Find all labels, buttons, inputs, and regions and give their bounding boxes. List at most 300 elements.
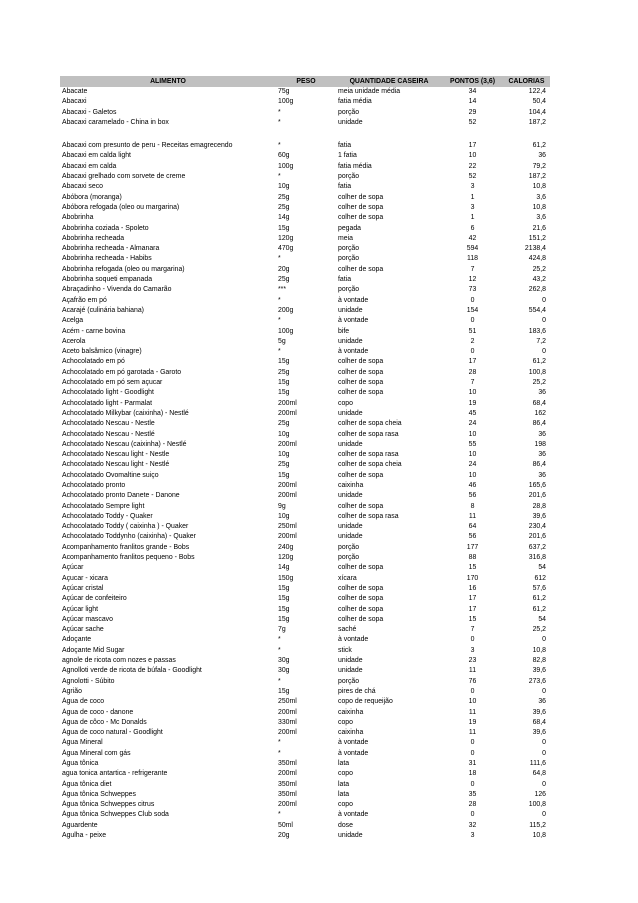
cell-peso: * xyxy=(278,646,281,654)
cell-alimento: Água Mineral com gás xyxy=(62,749,131,757)
cell-alimento: Agnolloti verde de ricota de búfala - Goodlight xyxy=(62,667,202,675)
cell-peso: 330ml xyxy=(278,718,297,726)
table-row xyxy=(60,141,550,151)
cell-peso: 200ml xyxy=(278,481,297,489)
cell-quantidade: à vontade xyxy=(338,636,369,644)
cell-alimento: Acarajé (culinária bahiana) xyxy=(62,306,144,314)
cell-alimento: Abóbora refogada (oleo ou margarina) xyxy=(62,203,180,211)
cell-peso: 350ml xyxy=(278,790,297,798)
cell-alimento: Abobrinha recheada xyxy=(62,234,125,242)
cell-alimento: Achocolatado Nescau light - Nestlé xyxy=(62,461,170,469)
cell-calorias: 0 xyxy=(542,780,546,788)
cell-calorias: 424,8 xyxy=(528,255,546,263)
cell-peso: 200ml xyxy=(278,440,297,448)
table-row xyxy=(60,368,550,378)
table-row xyxy=(60,327,550,337)
cell-calorias: 122,4 xyxy=(528,88,546,95)
cell-quantidade: à vontade xyxy=(338,348,369,356)
cell-peso: 200ml xyxy=(278,409,297,417)
cell-pontos: 34 xyxy=(468,88,477,95)
cell-pontos: 0 xyxy=(470,811,475,819)
table-row xyxy=(60,780,550,790)
header-row xyxy=(60,76,550,87)
cell-pontos: 1 xyxy=(470,214,475,222)
cell-quantidade: porção xyxy=(338,173,360,181)
cell-alimento: Achocolatado em pó sem açucar xyxy=(62,379,163,387)
cell-quantidade: porção xyxy=(338,245,360,253)
cell-calorias: 273,6 xyxy=(528,677,546,685)
cell-quantidade: fatia média xyxy=(338,162,372,170)
cell-pontos: 7 xyxy=(470,626,475,634)
cell-pontos: 3 xyxy=(470,832,475,840)
cell-pontos: 73 xyxy=(468,286,477,294)
cell-alimento: Água tônica xyxy=(62,760,99,767)
cell-pontos: 35 xyxy=(468,790,477,798)
cell-quantidade: porção xyxy=(338,543,360,551)
cell-quantidade: lata xyxy=(338,790,350,798)
cell-quantidade: xícara xyxy=(338,574,357,582)
cell-quantidade: colher de sopa xyxy=(338,389,384,397)
table-row xyxy=(60,635,550,645)
cell-quantidade: fatia xyxy=(338,183,352,191)
cell-calorias: 0 xyxy=(542,739,546,747)
table-row xyxy=(60,522,550,532)
table-row xyxy=(60,646,550,656)
cell-peso: 15g xyxy=(278,595,290,603)
cell-pontos: 0 xyxy=(470,749,475,757)
table-row xyxy=(60,605,550,615)
cell-alimento: Açucar - xicara xyxy=(62,574,108,582)
table-row xyxy=(60,244,550,254)
cell-quantidade: copo xyxy=(338,801,353,809)
cell-quantidade: caixinha xyxy=(338,708,364,716)
cell-calorias: 165,6 xyxy=(528,481,546,489)
cell-alimento: Achocolatado Toddynho (caixinha) - Quaker xyxy=(62,533,196,541)
cell-alimento: Água tônica Schweppes Club soda xyxy=(62,811,169,819)
cell-calorias: 86,4 xyxy=(532,461,546,469)
cell-calorias: 262,8 xyxy=(528,286,546,294)
cell-pontos: 1 xyxy=(470,193,475,201)
table-row xyxy=(60,151,550,161)
cell-quantidade: porção xyxy=(338,554,360,562)
cell-peso: 350ml xyxy=(278,760,297,767)
cell-calorias: 126 xyxy=(534,790,546,798)
cell-pontos: 16 xyxy=(468,584,477,592)
cell-quantidade: porção xyxy=(338,677,360,685)
cell-alimento: Abacaxi em calda xyxy=(62,162,117,170)
cell-alimento: Açúcar xyxy=(62,564,84,572)
cell-peso: 250ml xyxy=(278,523,297,531)
cell-peso: 15g xyxy=(278,584,290,592)
cell-alimento: agua tonica antartica - refrigerante xyxy=(62,770,168,778)
cell-quantidade: unidade xyxy=(338,667,363,675)
cell-alimento: Achocolatado Toddy - Quaker xyxy=(62,512,153,520)
cell-quantidade: colher de sopa xyxy=(338,584,384,592)
cell-peso: * xyxy=(278,636,281,644)
cell-alimento: Abacaxi com presunto de peru - Receitas emagrecendo xyxy=(62,142,233,150)
cell-pontos: 10 xyxy=(468,451,477,459)
cell-calorias: 28,8 xyxy=(532,502,546,510)
cell-quantidade: à vontade xyxy=(338,296,369,304)
cell-calorias: 554,4 xyxy=(528,306,546,314)
cell-alimento: Aceto balsâmico (vinagre) xyxy=(62,348,142,356)
cell-pontos: 0 xyxy=(470,739,475,747)
cell-quantidade: saché xyxy=(338,626,357,634)
cell-quantidade: colher de sopa rasa xyxy=(338,512,399,520)
cell-alimento: Abacaxi seco xyxy=(62,183,103,191)
cell-peso: * xyxy=(278,118,281,126)
cell-calorias: 57,6 xyxy=(532,584,546,592)
table-row xyxy=(60,718,550,728)
cell-pontos: 19 xyxy=(468,399,477,407)
cell-peso: 15g xyxy=(278,687,290,695)
cell-quantidade: colher de sopa xyxy=(338,265,384,273)
cell-pontos: 0 xyxy=(470,296,475,304)
table-row xyxy=(60,687,550,697)
cell-calorias: 39,6 xyxy=(532,729,546,737)
table-row xyxy=(60,347,550,357)
cell-peso: 20g xyxy=(278,265,290,273)
cell-peso: 25g xyxy=(278,420,290,428)
table-row xyxy=(60,584,550,594)
table-row xyxy=(60,656,550,666)
table-row xyxy=(60,532,550,542)
cell-calorias: 68,4 xyxy=(532,718,546,726)
cell-peso: 200ml xyxy=(278,801,297,809)
table-row xyxy=(60,357,550,367)
cell-calorias: 64,8 xyxy=(532,770,546,778)
cell-alimento: Aguardente xyxy=(62,821,98,829)
cell-peso: * xyxy=(278,749,281,757)
header-quantidade: QUANTIDADE CASEIRA xyxy=(336,76,442,87)
cell-calorias: 201,6 xyxy=(528,492,546,500)
cell-alimento: Achocolatado light - Parmalat xyxy=(62,399,153,407)
cell-pontos: 594 xyxy=(466,245,479,253)
table-row xyxy=(60,203,550,213)
cell-calorias: 100,8 xyxy=(528,368,546,376)
cell-quantidade xyxy=(336,128,442,141)
cell-calorias: 61,2 xyxy=(532,358,546,366)
cell-calorias: 0 xyxy=(542,811,546,819)
cell-quantidade: pegada xyxy=(338,224,361,232)
cell-peso: 100g xyxy=(278,327,294,335)
cell-alimento: Achocolatado em pó xyxy=(62,358,125,366)
cell-alimento: Abacaxi - Galetos xyxy=(62,108,117,116)
cell-calorias: 187,2 xyxy=(528,118,546,126)
table-row xyxy=(60,97,550,107)
cell-quantidade: copo xyxy=(338,399,353,407)
table-row xyxy=(60,378,550,388)
cell-alimento: Achocolatado Nescau (caixinha) - Nestlé xyxy=(62,440,187,448)
cell-peso: 150g xyxy=(278,574,294,582)
cell-alimento: Achocolatado Milkybar (caixinha) - Nestlé xyxy=(62,409,189,417)
cell-peso: 30g xyxy=(278,657,290,665)
cell-calorias: 115,2 xyxy=(529,821,546,829)
cell-quantidade: unidade xyxy=(338,409,363,417)
cell-quantidade: colher de sopa xyxy=(338,502,384,510)
table-row xyxy=(60,440,550,450)
cell-quantidade: colher de sopa xyxy=(338,471,384,479)
cell-calorias: 39,6 xyxy=(532,667,546,675)
cell-quantidade: colher de sopa xyxy=(338,615,384,623)
cell-quantidade: unidade xyxy=(338,533,363,541)
cell-peso: 10g xyxy=(278,183,290,191)
cell-alimento: Achocolatado Ovomaltine suiço xyxy=(62,471,159,479)
cell-peso: 250ml xyxy=(278,698,297,706)
cell-pontos: 0 xyxy=(470,317,475,325)
cell-calorias: 61,2 xyxy=(532,142,546,150)
cell-pontos: 55 xyxy=(468,440,477,448)
cell-calorias: 151,2 xyxy=(528,234,546,242)
table-row xyxy=(60,254,550,264)
cell-quantidade: copo xyxy=(338,718,353,726)
cell-pontos: 51 xyxy=(468,327,477,335)
cell-calorias: 39,6 xyxy=(532,708,546,716)
cell-calorias: 61,2 xyxy=(532,605,546,613)
cell-pontos: 56 xyxy=(468,533,477,541)
cell-quantidade: unidade xyxy=(338,306,363,314)
cell-quantidade: stick xyxy=(338,646,352,654)
cell-pontos: 2 xyxy=(470,337,475,345)
cell-peso: 200ml xyxy=(278,770,297,778)
table-row xyxy=(60,87,550,97)
cell-quantidade: fatia média xyxy=(338,98,372,106)
cell-alimento: Acompanhamento franlitos grande - Bobs xyxy=(62,543,190,551)
cell-alimento: Adoçante xyxy=(62,636,92,644)
cell-quantidade: colher de sopa cheia xyxy=(338,420,402,428)
cell-pontos: 17 xyxy=(468,595,477,603)
cell-calorias: 111,6 xyxy=(529,760,546,767)
table-row xyxy=(60,800,550,810)
cell-alimento xyxy=(60,128,276,141)
cell-calorias: 10,8 xyxy=(532,183,546,191)
cell-pontos: 10 xyxy=(468,152,477,160)
cell-calorias: 54 xyxy=(538,615,546,623)
cell-alimento: Achocolatado pronto xyxy=(62,481,126,489)
cell-peso xyxy=(276,128,336,141)
cell-alimento: Achocolatado pronto Danete - Danone xyxy=(62,492,180,500)
table-row xyxy=(60,275,550,285)
table-row xyxy=(60,574,550,584)
cell-peso: 15g xyxy=(278,605,290,613)
table-row xyxy=(60,316,550,326)
cell-quantidade: lata xyxy=(338,760,350,767)
cell-peso: 25g xyxy=(278,461,290,469)
cell-quantidade: à vontade xyxy=(338,811,369,819)
cell-pontos: 45 xyxy=(468,409,477,417)
cell-quantidade: unidade xyxy=(338,832,363,840)
cell-quantidade: unidade xyxy=(338,492,363,500)
cell-peso: 200ml xyxy=(278,492,297,500)
cell-alimento: Água de coco natural - Goodlight xyxy=(62,729,163,737)
cell-calorias: 637,2 xyxy=(528,543,546,551)
cell-alimento: Abacate xyxy=(62,88,88,95)
cell-calorias: 68,4 xyxy=(532,399,546,407)
header-alimento: ALIMENTO xyxy=(60,76,276,87)
cell-pontos: 0 xyxy=(470,636,475,644)
cell-peso: 200g xyxy=(278,306,294,314)
cell-calorias: 10,8 xyxy=(532,203,546,211)
cell-pontos: 19 xyxy=(468,718,477,726)
cell-calorias: 36 xyxy=(538,152,546,160)
cell-peso: 5g xyxy=(278,337,286,345)
cell-alimento: Agulha - peixe xyxy=(62,832,107,840)
table-row xyxy=(60,265,550,275)
cell-quantidade: 1 fatia xyxy=(338,152,357,160)
cell-calorias: 10,8 xyxy=(532,832,546,840)
cell-peso: 200ml xyxy=(278,399,297,407)
cell-calorias: 36 xyxy=(538,430,546,438)
cell-alimento: Acém - carne bovina xyxy=(62,327,126,335)
table-row xyxy=(60,769,550,779)
cell-alimento: Água de coco - danone xyxy=(62,708,134,716)
cell-pontos: 7 xyxy=(470,265,475,273)
cell-alimento: Açúcar mascavo xyxy=(62,615,113,623)
cell-alimento: Agrião xyxy=(62,687,82,695)
cell-calorias: 10,8 xyxy=(532,646,546,654)
food-table xyxy=(60,76,550,841)
cell-quantidade: meia xyxy=(338,234,353,242)
table-row xyxy=(60,759,550,769)
cell-pontos: 11 xyxy=(468,667,477,675)
cell-alimento: Água de côco - Mc Donalds xyxy=(62,718,147,726)
cell-pontos: 52 xyxy=(468,173,477,181)
cell-pontos: 15 xyxy=(468,615,477,623)
table-row xyxy=(60,108,550,118)
table-row xyxy=(60,182,550,192)
table-body xyxy=(60,87,550,841)
cell-calorias: 36 xyxy=(538,389,546,397)
cell-pontos: 64 xyxy=(468,523,477,531)
cell-calorias: 0 xyxy=(542,749,546,757)
cell-alimento: Abobrinha coziada - Spoleto xyxy=(62,224,149,232)
cell-peso: 10g xyxy=(278,451,290,459)
cell-peso: * xyxy=(278,739,281,747)
cell-alimento: Achocolatado em pó garotada - Garoto xyxy=(62,368,182,376)
cell-pontos: 17 xyxy=(468,142,477,150)
table-row xyxy=(60,831,550,841)
cell-calorias: 54 xyxy=(538,564,546,572)
cell-peso: 30g xyxy=(278,667,290,675)
cell-alimento: Abobrinha recheada - Habibs xyxy=(62,255,152,263)
cell-calorias: 0 xyxy=(542,296,546,304)
cell-pontos: 170 xyxy=(466,574,479,582)
table-row xyxy=(60,162,550,172)
cell-alimento: Água de coco xyxy=(62,698,105,706)
cell-peso: 200ml xyxy=(278,729,297,737)
cell-quantidade: bife xyxy=(338,327,350,335)
cell-quantidade: colher de sopa rasa xyxy=(338,430,399,438)
table-row xyxy=(60,306,550,316)
cell-peso: 15g xyxy=(278,389,290,397)
cell-pontos: 3 xyxy=(470,183,475,191)
cell-alimento: Abacaxi em calda light xyxy=(62,152,131,160)
table-row xyxy=(60,285,550,295)
cell-alimento: Abóbora (moranga) xyxy=(62,193,122,201)
cell-quantidade: unidade xyxy=(338,337,363,345)
spacer-row xyxy=(60,128,550,141)
cell-calorias: 230,4 xyxy=(528,523,546,531)
cell-quantidade: copo xyxy=(338,770,353,778)
cell-calorias: 25,2 xyxy=(532,265,546,273)
cell-calorias: 3,6 xyxy=(536,214,546,222)
cell-quantidade: fatia xyxy=(338,142,352,150)
cell-quantidade: caixinha xyxy=(338,729,364,737)
cell-pontos: 10 xyxy=(468,430,477,438)
cell-pontos: 42 xyxy=(468,234,477,242)
table-row xyxy=(60,594,550,604)
cell-calorias: 79,2 xyxy=(532,162,546,170)
cell-calorias: 0 xyxy=(542,636,546,644)
cell-peso: 14g xyxy=(278,214,290,222)
cell-calorias: 316,8 xyxy=(528,554,546,562)
cell-peso: 10g xyxy=(278,512,290,520)
cell-pontos: 31 xyxy=(468,760,477,767)
cell-pontos: 56 xyxy=(468,492,477,500)
cell-calorias: 612 xyxy=(534,574,546,582)
cell-alimento: Agnolotti - Súbito xyxy=(62,677,115,685)
cell-pontos: 24 xyxy=(468,420,477,428)
cell-alimento: Água tônica Schweppes xyxy=(62,790,136,798)
cell-peso: 60g xyxy=(278,152,290,160)
cell-quantidade: à vontade xyxy=(338,739,369,747)
table-row xyxy=(60,234,550,244)
cell-peso: 120g xyxy=(278,234,294,242)
cell-peso: 15g xyxy=(278,379,290,387)
cell-pontos: 3 xyxy=(470,646,475,654)
table-row xyxy=(60,563,550,573)
cell-pontos: 22 xyxy=(468,162,477,170)
table-row xyxy=(60,512,550,522)
table-row xyxy=(60,399,550,409)
table-row xyxy=(60,224,550,234)
cell-calorias: 21,6 xyxy=(532,224,546,232)
cell-quantidade: fatia xyxy=(338,276,352,284)
cell-pontos: 6 xyxy=(470,224,475,232)
cell-peso: 25g xyxy=(278,203,290,211)
cell-calorias xyxy=(503,128,550,141)
cell-peso: 15g xyxy=(278,358,290,366)
cell-pontos: 11 xyxy=(468,729,477,737)
table-row xyxy=(60,460,550,470)
table-row xyxy=(60,615,550,625)
cell-pontos: 17 xyxy=(468,358,477,366)
cell-alimento: Açúcar cristal xyxy=(62,584,104,592)
table-row xyxy=(60,502,550,512)
cell-peso: 15g xyxy=(278,471,290,479)
cell-alimento: Achocolatado Nescau - Nestlé xyxy=(62,430,155,438)
cell-quantidade: unidade xyxy=(338,523,363,531)
cell-quantidade: pires de chá xyxy=(338,687,376,695)
cell-peso: * xyxy=(278,677,281,685)
cell-pontos: 32 xyxy=(468,821,477,829)
table-row xyxy=(60,409,550,419)
table-row xyxy=(60,430,550,440)
cell-calorias: 82,8 xyxy=(532,657,546,665)
cell-alimento: Açúcar light xyxy=(62,605,99,613)
cell-peso: 7g xyxy=(278,626,286,634)
cell-pontos: 46 xyxy=(468,481,477,489)
cell-calorias: 61,2 xyxy=(532,595,546,603)
cell-calorias: 2138,4 xyxy=(524,245,546,253)
table-row xyxy=(60,728,550,738)
cell-peso: 50ml xyxy=(278,821,293,829)
table-row xyxy=(60,790,550,800)
cell-pontos: 3 xyxy=(470,203,475,211)
cell-quantidade: à vontade xyxy=(338,317,369,325)
cell-pontos: 10 xyxy=(468,471,477,479)
cell-calorias: 104,4 xyxy=(528,108,546,116)
